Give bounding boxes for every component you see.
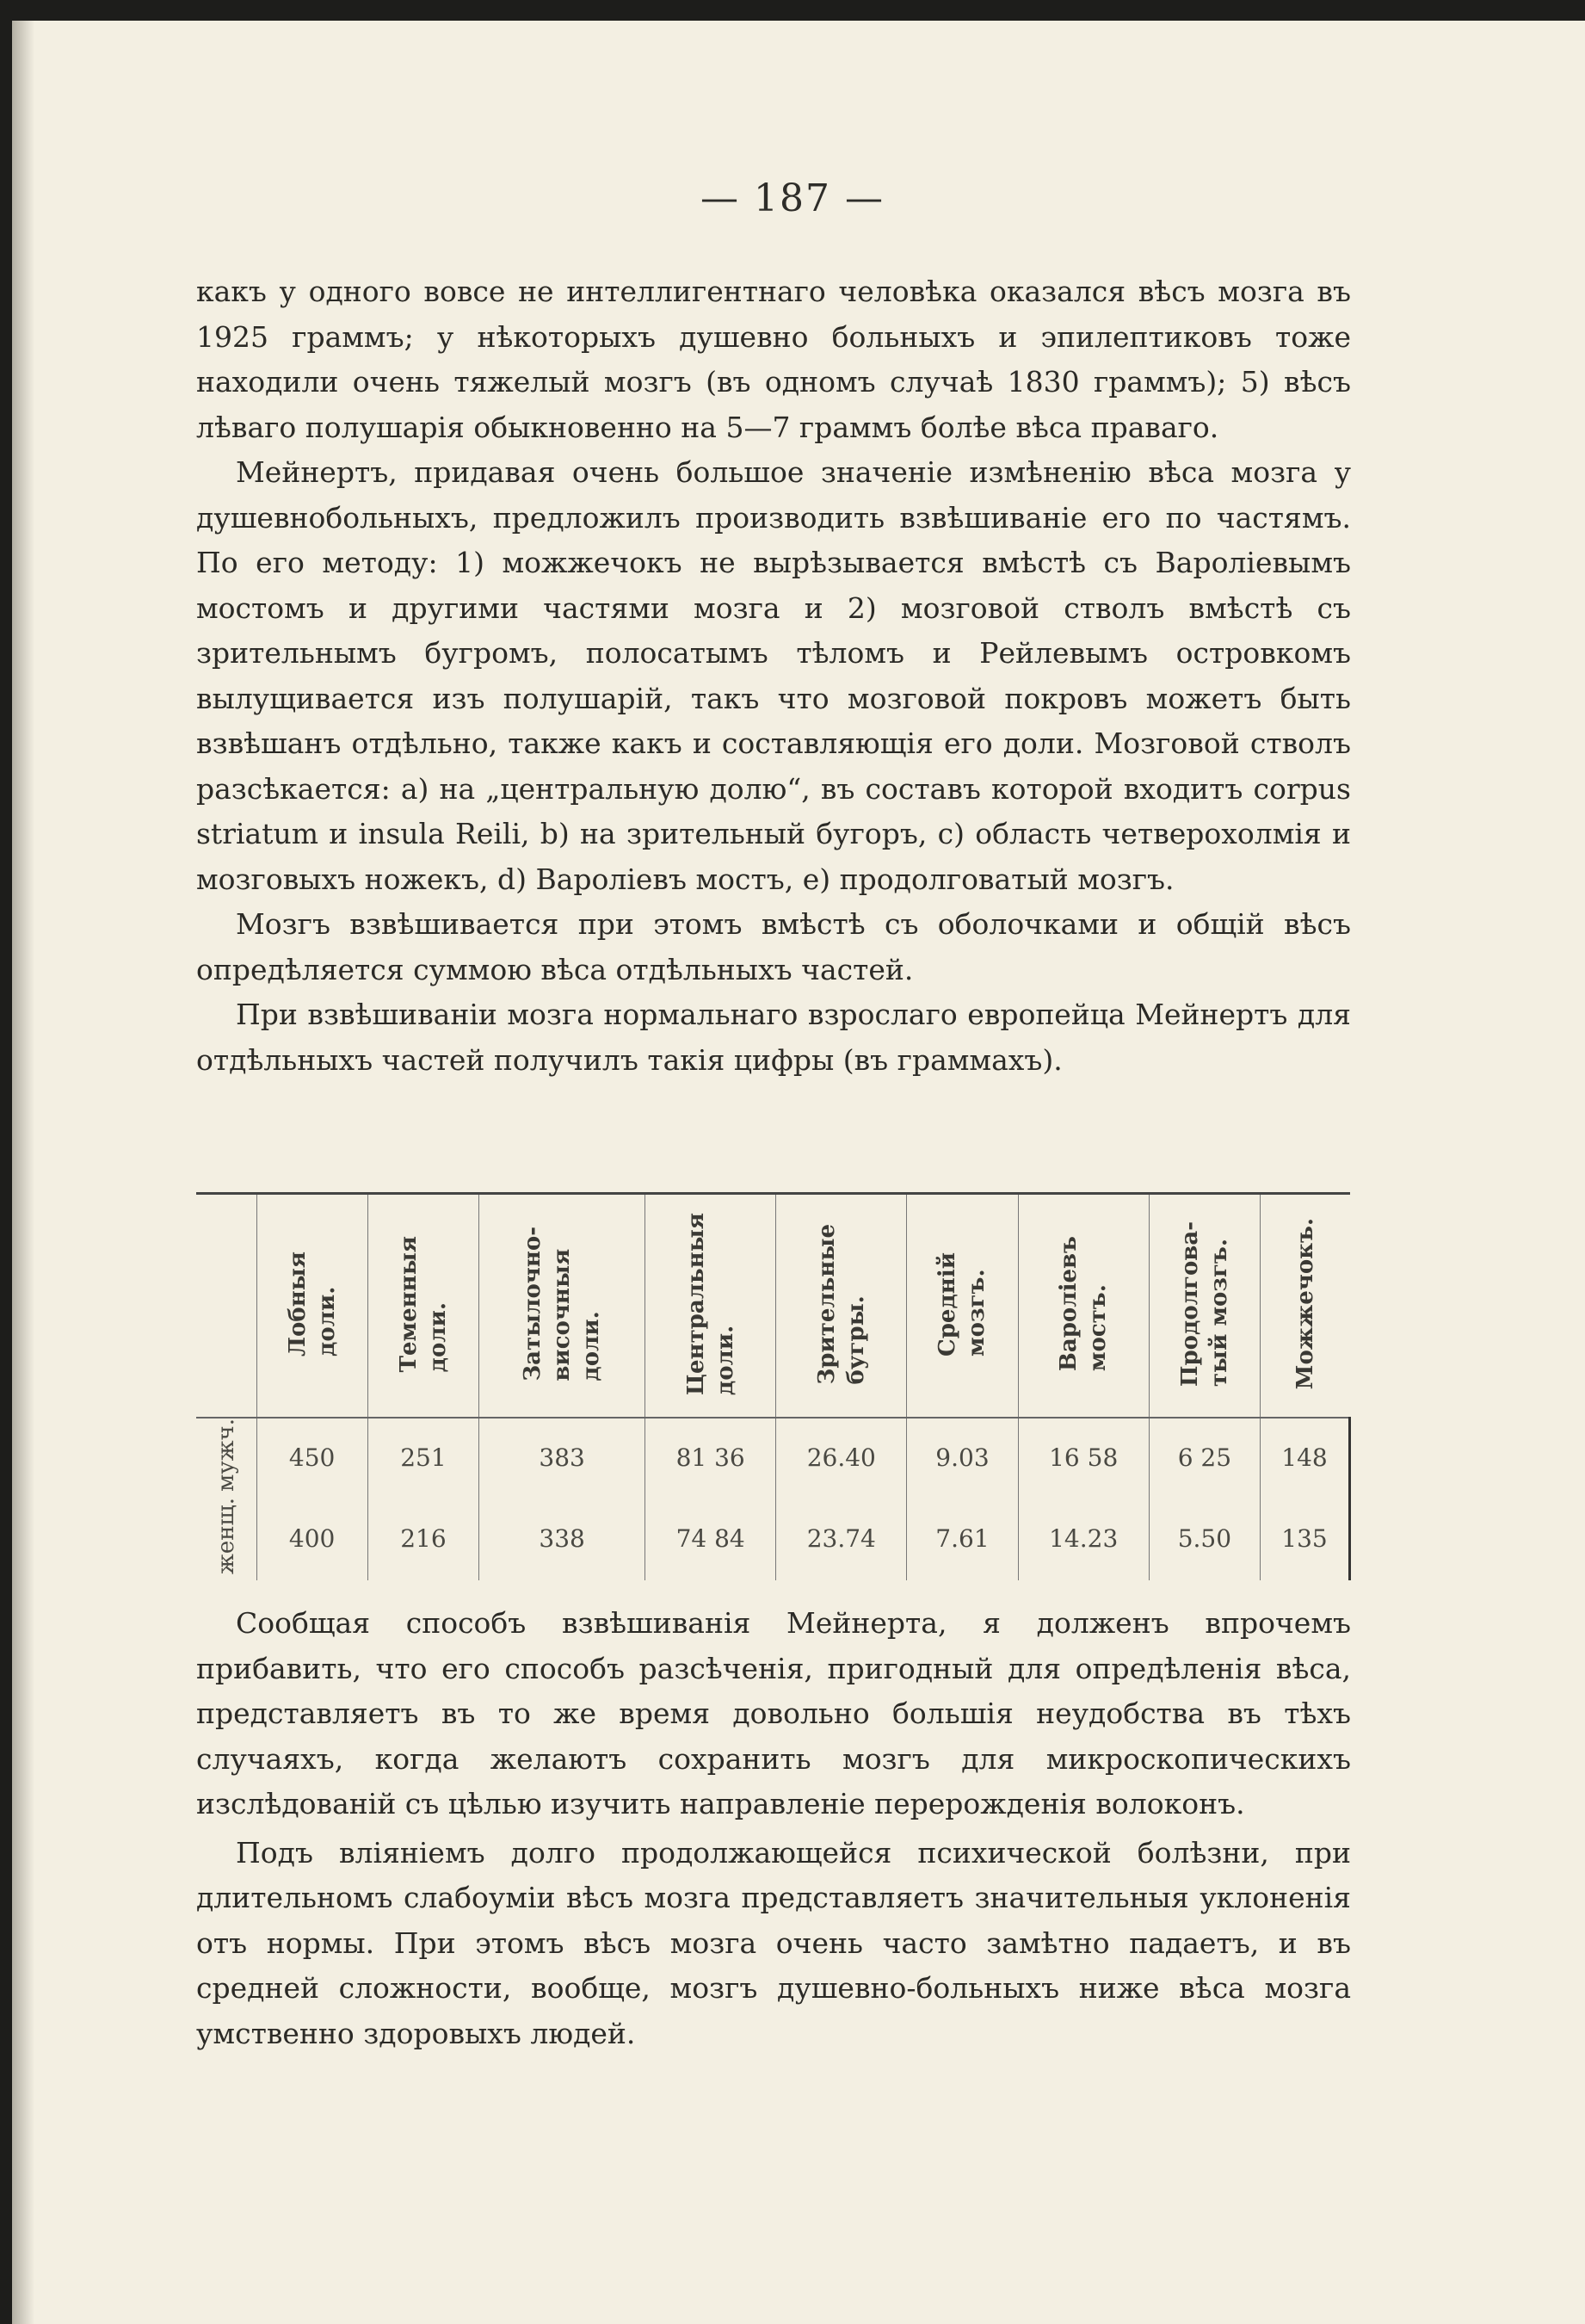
table-cell: 26.40 — [776, 1418, 907, 1498]
table-cell: 338 — [479, 1498, 645, 1580]
header-cerebellum: Можжечокъ. — [1261, 1194, 1350, 1419]
header-sex — [196, 1194, 256, 1419]
table-cell: 400 — [256, 1498, 367, 1580]
brain-weight-table — [196, 1192, 1351, 1574]
header-pons: Вароліевъ мостъ. — [1018, 1194, 1149, 1419]
table-row — [196, 1418, 1350, 1498]
table-cell: 450 — [256, 1418, 367, 1498]
table-cell: 6 25 — [1149, 1418, 1260, 1498]
header-optic-thalami: Зрительные бугры. — [776, 1194, 907, 1419]
header-midbrain: Средній мозгъ. — [907, 1194, 1018, 1419]
table-cell: 383 — [479, 1418, 645, 1498]
table-cell: 5.50 — [1149, 1498, 1260, 1580]
table-cell: 7.61 — [907, 1498, 1018, 1580]
table-cell: 135 — [1261, 1498, 1350, 1580]
table-cell: 74 84 — [645, 1498, 776, 1580]
paragraph-5: Сообщая способъ взвѣшиванія Мейнерта, я долженъ впрочемъ прибавить, что его способъ разсѣченія, пригодный для опредѣленія вѣса, представляетъ въ то же время довольно большія неудобства въ тѣхъ случаяхъ, когда желаютъ сохранить мозгъ для микроскопическихъ изслѣдованій съ цѣлью изучить направленіе перерожденія волоконъ. — [196, 1606, 1351, 1820]
table-cell: 81 36 — [645, 1418, 776, 1498]
header-central-lobes: Центральныя доли. — [645, 1194, 776, 1419]
table-cell: 251 — [367, 1418, 478, 1498]
header-occipital-temporal-lobes: Затылочно- височныя доли. — [479, 1194, 645, 1419]
table-cell: 14.23 — [1018, 1498, 1149, 1580]
row-sex-label: женщ. — [196, 1498, 256, 1580]
table-cell: 9.03 — [907, 1418, 1018, 1498]
header-medulla: Продолгова- тый мозгъ. — [1149, 1194, 1260, 1419]
table-cell: 23.74 — [776, 1498, 907, 1580]
table-cell: 16 58 — [1018, 1418, 1149, 1498]
paragraph-4: При взвѣшиваніи мозга нормальнаго взрослаго европейца Мейнертъ для отдѣльныхъ частей получилъ такія цифры (въ граммахъ). — [196, 998, 1351, 1077]
paragraph-2: Мейнертъ, придавая очень большое значеніе измѣненію вѣса мозга у душевнобольныхъ, предложилъ производить взвѣшиваніе его по частямъ. По его методу: 1) можжечокъ не вырѣзывается вмѣстѣ съ Варолiевымъ мостомъ и другими частями мозга и 2) мозговой стволъ вмѣстѣ съ зрительнымъ бугромъ, полосатымъ тѣломъ и Рейлевымъ островкомъ вылущивается изъ полушарій, такъ что мозговой покровъ можетъ быть взвѣшанъ отдѣльно, также какъ и составляющія его доли. Мозговой стволъ разсѣкается: a) на „центральную долю“, въ составъ которой входитъ corpus striatum и insula Reili, b) на зрительный бугоръ, c) область четверохолмія и мозговыхъ ножекъ, d) Варолiевъ мостъ, e) продолговатый мозгъ. — [196, 455, 1351, 896]
header-parietal-lobes: Теменныя доли. — [367, 1194, 478, 1419]
paragraph-3: Мозгъ взвѣшивается при этомъ вмѣстѣ съ оболочками и общiй вѣсъ опредѣляется суммою вѣса отдѣльныхъ частей. — [196, 907, 1351, 986]
paragraph-1: какъ у одного вовсе не интеллигентнаго человѣка оказался вѣсъ мозга въ 1925 граммъ; у нѣкоторыхъ душевно больныхъ и эпилептиковъ тоже находили очень тяжелый мозгъ (въ одномъ случаѣ 1830 граммъ); 5) вѣсъ лѣваго полушарія обыкновенно на 5—7 граммъ болѣе вѣса праваго. — [196, 275, 1351, 444]
scan-left-edge — [0, 0, 12, 2324]
header-frontal-lobes: Лобныя доли. — [256, 1194, 367, 1419]
body-text-top — [196, 269, 1351, 1083]
scan-left-shadow — [12, 21, 34, 2324]
table-cell: 216 — [367, 1498, 478, 1580]
body-text-bottom — [196, 1601, 1351, 2056]
table-row — [196, 1498, 1350, 1580]
table-cell: 148 — [1261, 1418, 1350, 1498]
page-number: — 187 — — [700, 176, 885, 220]
paragraph-6: Подъ вліяніемъ долго продолжающейся психической болѣзни, при длительномъ слабоуміи вѣсъ мозга представляетъ значительныя уклоненія отъ нормы. При этомъ вѣсъ мозга очень часто замѣтно падаетъ, и въ средней сложности, вообще, мозгъ душевно-больныхъ ниже вѣса мозга умственно здоровыхъ людей. — [196, 1835, 1351, 2050]
scan-top-edge — [0, 0, 1585, 21]
table-header-row — [196, 1194, 1350, 1419]
row-sex-label: мужч. — [196, 1418, 256, 1498]
